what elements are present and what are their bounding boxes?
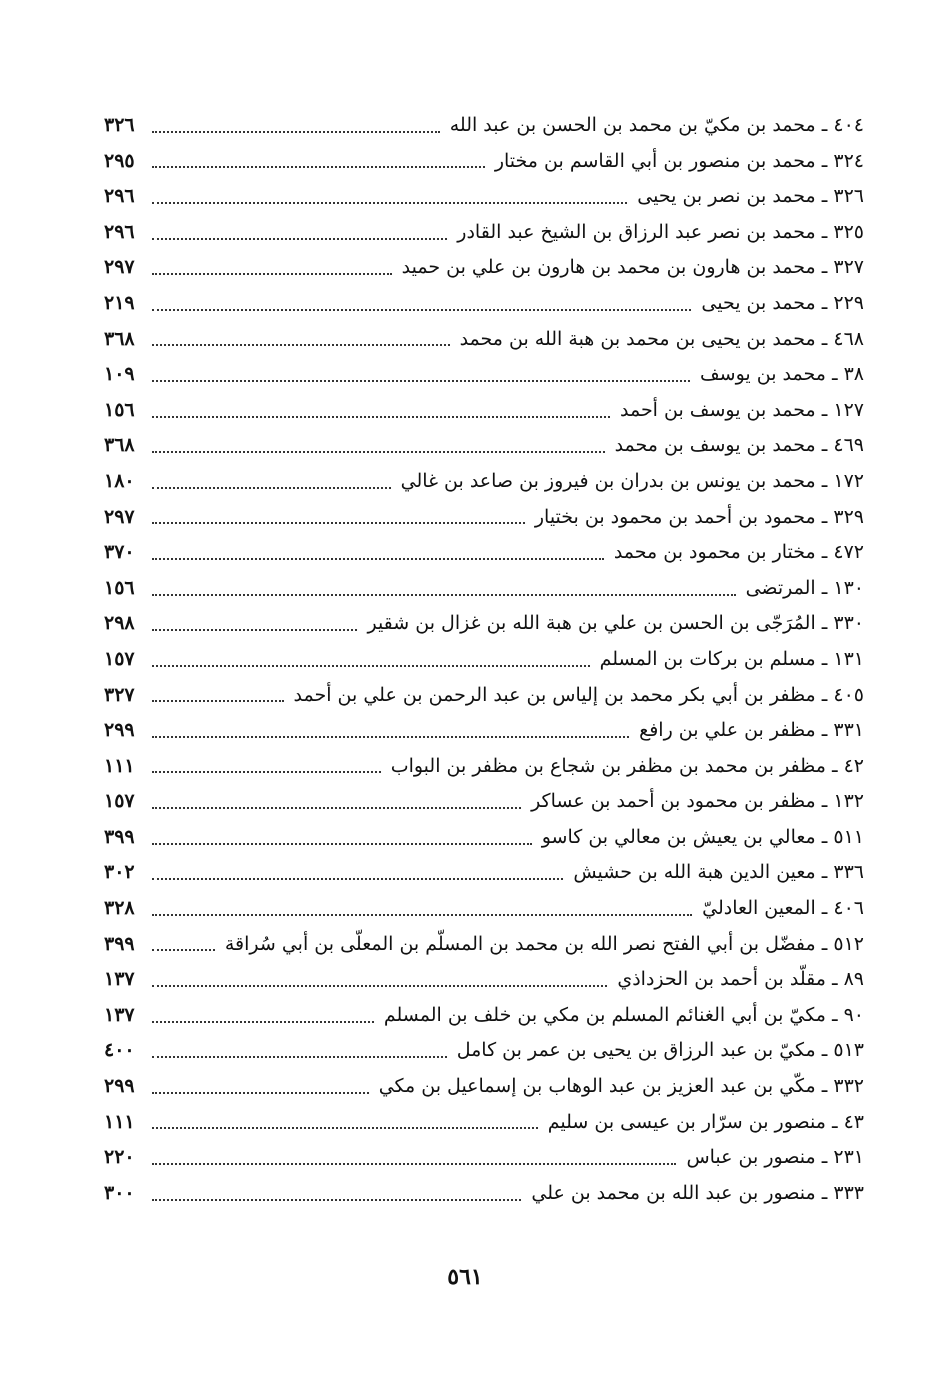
entry-page-number: ٣٠٠ [104, 1181, 135, 1204]
entry-page-number: ٣٠٢ [104, 861, 135, 884]
index-entry [104, 144, 864, 180]
index-entry [104, 108, 864, 144]
dotted-leader [152, 1056, 447, 1058]
entry-name: ٣٣١ ـ مظفر بن علي بن رافع [639, 719, 864, 742]
index-entry [104, 678, 864, 714]
index-entry [104, 820, 864, 856]
index-entry [104, 286, 864, 322]
dotted-leader [152, 166, 485, 168]
dotted-leader [152, 1199, 521, 1201]
dotted-leader [152, 344, 450, 346]
entry-page-number: ١٠٩ [104, 363, 135, 386]
entry-page-number: ٢٩٧ [104, 505, 135, 528]
entry-name: ٣٣٠ ـ المُرَجّى بن الحسن بن علي بن هبة الله بن غزال بن شقير [367, 612, 864, 635]
entry-name: ٣٣٢ ـ مكّي بن عبد العزيز بن عبد الوهاب بن إسماعيل بن مكي [378, 1075, 864, 1098]
index-entry [104, 962, 864, 998]
entry-name: ١٣٢ ـ مظفر بن محمود بن أحمد بن عساكر [531, 790, 864, 813]
index-entry [104, 606, 864, 642]
dotted-leader [152, 309, 691, 311]
dotted-leader [152, 1021, 374, 1023]
entry-name: ٤٠٥ ـ مظفر بن أبي بكر محمد بن إلياس بن عبد الرحمن بن علي بن أحمد [293, 683, 864, 706]
dotted-leader [152, 985, 607, 987]
dotted-leader [152, 522, 525, 524]
entry-name: ٣٣٣ ـ منصور بن عبد الله بن محمد بن علي [531, 1181, 864, 1204]
entry-name: ٩٠ ـ مكيّ بن أبي الغنائم المسلم بن مكي بن خلف بن المسلم [383, 1003, 864, 1026]
entry-page-number: ٢٩٧ [104, 256, 135, 279]
entry-name: ١٣١ ـ مسلم بن بركات بن المسلم [599, 647, 864, 670]
entry-page-number: ١٣٧ [104, 968, 135, 991]
entry-name: ٣٢٤ ـ محمد بن منصور بن أبي القاسم بن مختار [494, 149, 864, 172]
entry-page-number: ٢١٩ [104, 291, 135, 314]
entry-name: ١٧٢ ـ محمد بن يونس بن بدران بن فيروز بن صاعد بن غالي [400, 469, 864, 492]
dotted-leader [152, 558, 604, 560]
index-entry [104, 357, 864, 393]
index-entry [104, 749, 864, 785]
entry-name: ٥١٣ ـ مكيّ بن عبد الرزاق بن يحيى بن عمر بن كامل [456, 1039, 864, 1062]
entry-page-number: ٢٩٥ [104, 149, 135, 172]
entry-page-number: ١١١ [104, 1110, 135, 1133]
entry-page-number: ١٥٧ [104, 790, 135, 813]
entry-name: ٥١١ ـ معالي بن يعيش بن معالي بن كاسو [541, 825, 864, 848]
dotted-leader [152, 380, 690, 382]
index-entry [104, 1033, 864, 1069]
index-entry [104, 1176, 864, 1212]
index-entry [104, 179, 864, 215]
index-entry [104, 571, 864, 607]
entry-page-number: ٣٦٨ [104, 434, 135, 457]
entry-page-number: ١٥٦ [104, 398, 135, 421]
entry-page-number: ١١١ [104, 754, 135, 777]
entry-page-number: ١٨٠ [104, 469, 135, 492]
entry-page-number: ٣٢٨ [104, 897, 135, 920]
dotted-leader [152, 131, 440, 133]
dotted-leader [152, 238, 447, 240]
dotted-leader [152, 736, 629, 738]
entry-page-number: ٤٠٠ [104, 1039, 135, 1062]
entry-name: ١٢٧ ـ محمد بن يوسف بن أحمد [619, 398, 864, 421]
index-entry [104, 998, 864, 1034]
entry-page-number: ٢٢٠ [104, 1146, 135, 1169]
entry-page-number: ١٥٧ [104, 647, 135, 670]
entry-name: ٤٢ ـ مظفر بن محمد بن مظفر بن شجاع بن مظفر بن البواب [390, 754, 864, 777]
index-entry [104, 1105, 864, 1141]
dotted-leader [152, 273, 392, 275]
dotted-leader [152, 700, 284, 702]
entry-page-number: ٢٩٩ [104, 1075, 135, 1098]
index-entry [104, 784, 864, 820]
entry-page-number: ٢٩٨ [104, 612, 135, 635]
entry-page-number: ٣٢٦ [104, 114, 135, 136]
dotted-leader [152, 629, 357, 631]
index-entry-list [104, 108, 864, 1211]
entry-page-number: ٣٦٨ [104, 327, 135, 350]
index-entry [104, 500, 864, 536]
entry-page-number: ٣٢٧ [104, 683, 135, 706]
dotted-leader [152, 878, 563, 880]
entry-name: ٤٠٦ ـ المعين العادليّ [702, 897, 864, 920]
dotted-leader [152, 771, 381, 773]
index-entry [104, 322, 864, 358]
dotted-leader [152, 914, 692, 916]
entry-name: ٤٦٩ ـ محمد بن يوسف بن محمد [614, 434, 864, 457]
entry-name: ٢٣١ ـ منصور بن عباس [686, 1146, 864, 1169]
dotted-leader [152, 487, 391, 489]
entry-page-number: ٢٩٦ [104, 220, 135, 243]
entry-name: ٣٨ ـ محمد بن يوسف [700, 363, 864, 386]
entry-name: ٢٢٩ ـ محمد بن يحيى [701, 291, 864, 314]
entry-page-number: ١٥٦ [104, 576, 135, 599]
index-entry [104, 464, 864, 500]
entry-page-number: ٣٩٩ [104, 932, 135, 955]
index-entry [104, 891, 864, 927]
index-entry [104, 393, 864, 429]
dotted-leader [152, 202, 627, 204]
dotted-leader [152, 665, 590, 667]
index-entry [104, 215, 864, 251]
entry-page-number: ٣٧٠ [104, 541, 135, 564]
entry-page-number: ٣٩٩ [104, 825, 135, 848]
index-entry [104, 250, 864, 286]
index-entry [104, 855, 864, 891]
dotted-leader [152, 416, 610, 418]
dotted-leader [152, 1092, 369, 1094]
dotted-leader [152, 949, 215, 951]
index-entry [104, 927, 864, 963]
index-entry [104, 1069, 864, 1105]
entry-name: ٥١٢ ـ مفضّل بن أبي الفتح نصر الله بن محمد بن المسلّم بن المعلّى بن أبي سُراقة [224, 932, 864, 955]
entry-page-number: ١٣٧ [104, 1003, 135, 1026]
dotted-leader [152, 1163, 676, 1165]
entry-name: ١٣٠ ـ المرتضى [745, 576, 864, 599]
entry-name: ٤٣ ـ منصور بن سرّار بن عيسى بن سليم [547, 1110, 864, 1133]
dotted-leader [152, 807, 521, 809]
page-number: ٥٦١ [447, 1264, 483, 1290]
entry-name: ٣٢٧ ـ محمد بن هارون بن محمد بن هارون بن علي بن حميد [401, 256, 864, 279]
entry-name: ٣٢٦ ـ محمد بن نصر بن يحيى [637, 185, 864, 208]
index-entry [104, 1140, 864, 1176]
index-entry [104, 535, 864, 571]
entry-name: ٣٣٦ ـ معين الدين هبة الله بن حشيش [573, 861, 864, 884]
entry-name: ٤٠٤ ـ محمد بن مكيّ بن محمد بن الحسن بن عبد الله [449, 114, 864, 136]
entry-name: ٤٦٨ ـ محمد بن يحيى بن محمد بن هبة الله بن محمد [459, 327, 864, 350]
index-entry [104, 428, 864, 464]
index-entry [104, 642, 864, 678]
entry-name: ٨٩ ـ مقلّد بن أحمد بن الحزداذي [617, 968, 864, 991]
dotted-leader [152, 451, 605, 453]
entry-page-number: ٢٩٩ [104, 719, 135, 742]
entry-name: ٣٢٩ ـ محمود بن أحمد بن محمود بن بختيار [534, 505, 864, 528]
entry-page-number: ٢٩٦ [104, 185, 135, 208]
dotted-leader [152, 843, 532, 845]
dotted-leader [152, 1127, 538, 1129]
entry-name: ٣٢٥ ـ محمد بن نصر عبد الرزاق بن الشيخ عبد القادر [457, 220, 864, 243]
dotted-leader [152, 594, 736, 596]
entry-name: ٤٧٢ ـ مختار بن محمود بن محمد [613, 541, 864, 564]
index-entry [104, 713, 864, 749]
